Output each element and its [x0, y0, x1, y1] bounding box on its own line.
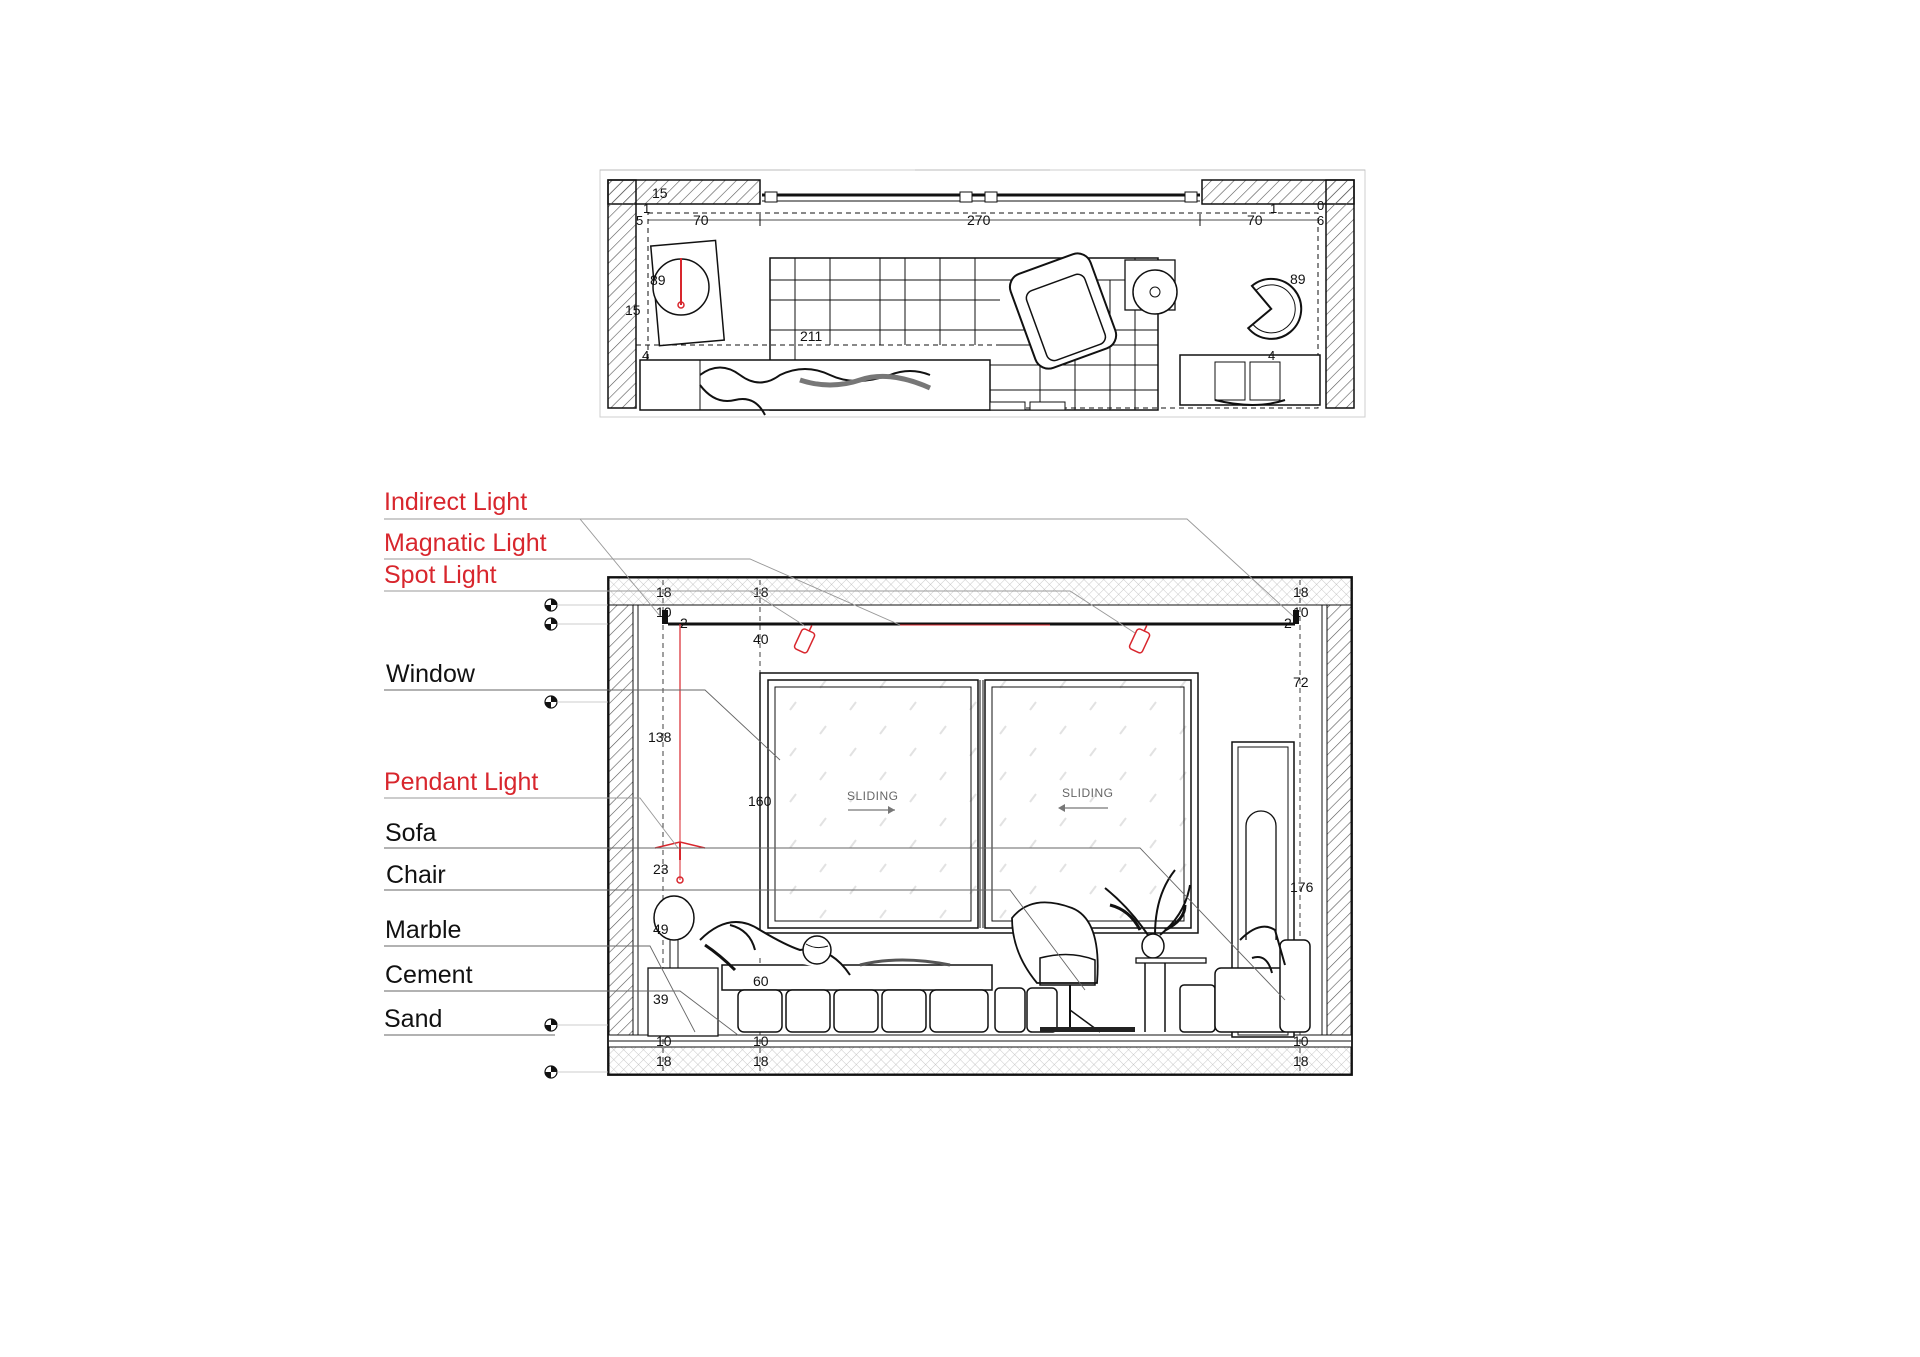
- elev-dim: 23: [653, 861, 669, 877]
- pendant-light: [655, 624, 705, 883]
- plan-dim: 6: [1317, 213, 1325, 228]
- plan-sofa: [640, 360, 1065, 415]
- plan-right-chair: [1180, 355, 1320, 405]
- plan-dim: 4: [1268, 348, 1276, 363]
- callout-sofa: Sofa: [385, 819, 437, 847]
- elev-dim: 18: [656, 584, 672, 600]
- elev-dim: 10: [1293, 1033, 1309, 1049]
- plan-dim: 1: [643, 201, 651, 216]
- plan-dim: 89: [650, 272, 666, 288]
- elev-dim: 10: [656, 604, 672, 620]
- callout-pendant-light: Pendant Light: [384, 768, 539, 796]
- plan-dim: 15: [652, 185, 668, 201]
- plan-dim: 211: [800, 328, 823, 344]
- sliding-label-right: SLIDING: [1062, 786, 1114, 800]
- elev-dim: 10: [1293, 604, 1309, 620]
- elev-dim: 39: [653, 991, 669, 1007]
- plan-dim: 5: [636, 213, 644, 228]
- callout-indirect-light: Indirect Light: [384, 488, 528, 516]
- plan-view: [600, 170, 1365, 417]
- level-marker: [545, 599, 557, 611]
- elev-dim: 72: [1293, 674, 1309, 690]
- elev-dim: 18: [753, 1053, 769, 1069]
- elev-dim: 2: [680, 615, 688, 631]
- spot-light-left: [794, 623, 819, 654]
- elev-dim: 18: [656, 1053, 672, 1069]
- sofa-base-cushions: [738, 990, 988, 1032]
- plan-dim: 70: [1247, 212, 1263, 228]
- level-marker: [545, 1066, 557, 1078]
- elevation-view: [545, 577, 1352, 1078]
- elev-dim: 18: [1293, 1053, 1309, 1069]
- elev-dim: 60: [753, 973, 769, 989]
- callout-cement: Cement: [385, 961, 473, 989]
- sliding-label-left: SLIDING: [847, 789, 899, 803]
- elev-dim: 10: [656, 1033, 672, 1049]
- callout-chair: Chair: [386, 861, 446, 889]
- left-wall: [609, 605, 633, 1035]
- callout-marble: Marble: [385, 916, 462, 944]
- plan-dim: 270: [967, 212, 991, 228]
- callout-window: Window: [386, 660, 475, 688]
- ceiling-slab: [609, 578, 1351, 605]
- level-marker: [545, 696, 557, 708]
- elev-dim: 2: [1284, 615, 1292, 631]
- callout-sand: Sand: [384, 1005, 443, 1033]
- elev-dim: 40: [753, 631, 769, 647]
- plan-dim: 4: [642, 348, 650, 363]
- window: [760, 673, 1198, 933]
- callout-magnatic-light: Magnatic Light: [384, 529, 547, 557]
- plan-dim: 70: [693, 212, 709, 228]
- plan-dim: 15: [625, 302, 641, 318]
- plan-armchair: [1006, 250, 1120, 373]
- elev-dim: 18: [1293, 584, 1309, 600]
- elev-dim: 49: [653, 921, 669, 937]
- elev-dim: 160: [748, 793, 772, 809]
- floor-slab: [609, 1047, 1351, 1074]
- plan-dim: 89: [1290, 271, 1306, 287]
- elev-dim: 176: [1290, 879, 1314, 895]
- level-marker: [545, 618, 557, 630]
- plan-dim: 0: [1317, 198, 1325, 213]
- elev-dim: 18: [753, 584, 769, 600]
- elev-dim: 138: [648, 729, 672, 745]
- spot-light-right: [1129, 623, 1154, 654]
- plan-dim: 1: [1270, 201, 1278, 216]
- elev-dim: 10: [753, 1033, 769, 1049]
- level-marker: [545, 1019, 557, 1031]
- right-wall: [1327, 605, 1351, 1035]
- callout-spot-light: Spot Light: [384, 561, 497, 589]
